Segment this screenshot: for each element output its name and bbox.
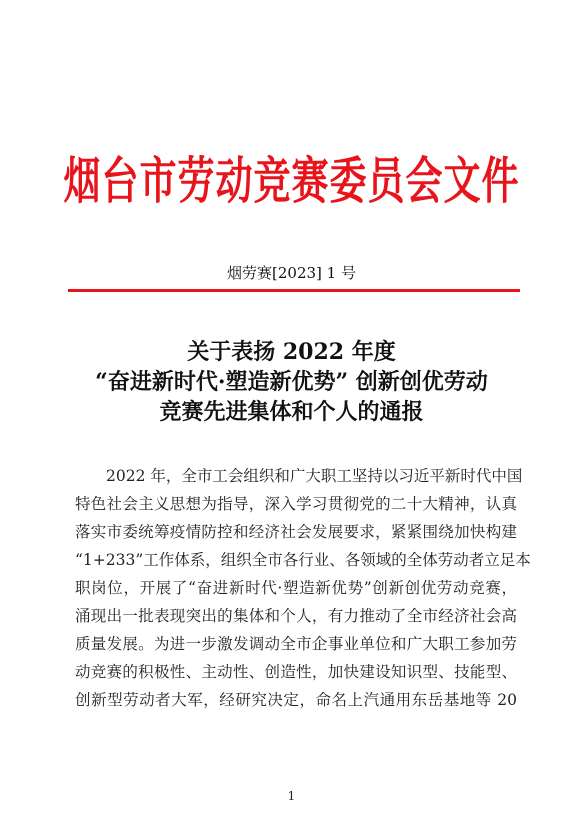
heading-line-1: 关于表扬 2022 年度 <box>187 339 396 365</box>
red-divider-line <box>68 289 520 292</box>
body-line: 涌现出一批表现突出的集体和个人，有力推动了全市经济社会高 <box>75 607 517 625</box>
page-number: 1 <box>287 789 296 803</box>
body-line: 质量发展。为进一步激发调动全市企事业单位和广大职工参加劳 <box>75 635 517 653</box>
body-line: 职岗位，开展了“奋进新时代·塑造新优势”创新创优劳动竞赛， <box>75 579 517 597</box>
heading-line-2: “奋进新时代·塑造新优势” 创新创优劳动 <box>95 369 488 395</box>
body-paragraph <box>75 462 531 714</box>
document-heading <box>0 337 583 427</box>
body-line: 创新型劳动者大军，经研究决定，命名上汽通用东岳基地等 20 <box>75 691 517 709</box>
body-line: 2022 年，全市工会组织和广大职工坚持以习近平新时代中国 <box>106 467 523 485</box>
body-line: 落实市委统筹疫情防控和经济社会发展要求，紧紧围绕加快构建 <box>75 523 517 541</box>
heading-line-3: 竞赛先进集体和个人的通报 <box>159 399 424 425</box>
issuing-organization-title: 烟台市劳动竞赛委员会文件 <box>63 150 520 211</box>
body-line: “1+233”工作体系，组织全市各行业、各领域的全体劳动者立足本 <box>75 551 531 569</box>
body-line: 特色社会主义思想为指导，深入学习贯彻党的二十大精神，认真 <box>75 495 517 513</box>
body-line: 动竞赛的积极性、主动性、创造性，加快建设知识型、技能型、 <box>75 663 517 681</box>
document-number: 烟劳赛[2023] 1 号 <box>227 264 356 282</box>
